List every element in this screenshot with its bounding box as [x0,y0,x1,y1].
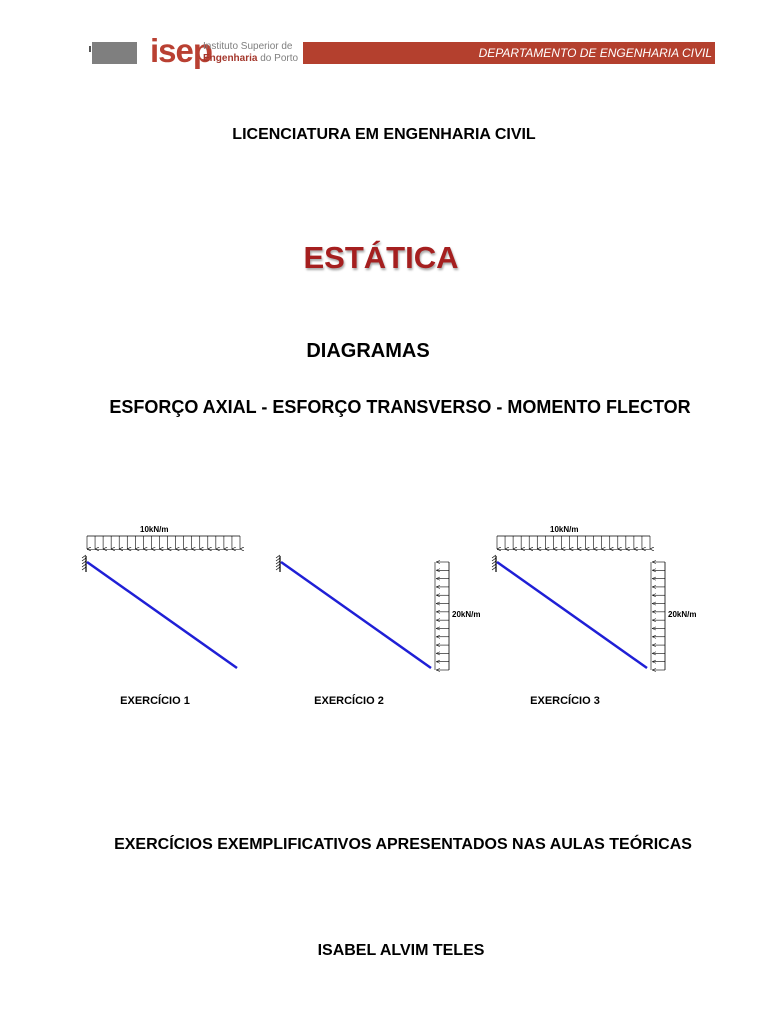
exercise-label: EXERCÍCIO 2 [314,695,384,707]
subtitle: DIAGRAMAS [306,340,430,362]
vertical-load-label: 20kN/m [452,610,481,619]
course-title: LICENCIATURA EM ENGENHARIA CIVIL [232,126,536,143]
topics: ESFORÇO AXIAL - ESFORÇO TRANSVERSO - MOMENTO FLECTOR [109,397,691,417]
institute-line-2-rest: do Porto [257,53,299,64]
institute-line-2-bold: Engenharia [203,53,258,64]
institute-line-2 [203,53,298,65]
beam [497,562,647,668]
beam [281,562,431,668]
isep-logo: isep [150,32,213,69]
institute-name [203,41,298,65]
note: EXERCÍCIOS EXEMPLIFICATIVOS APRESENTADOS NAS AULAS TEÓRICAS [114,836,692,853]
department-bar: DEPARTAMENTO DE ENGENHARIA CIVIL [303,42,715,64]
exercise-label: EXERCÍCIO 1 [120,695,190,707]
beam [87,562,237,668]
horizontal-load-label: 10kN/m [140,525,169,534]
page-title: ESTÁTICA [303,240,459,275]
author: ISABEL ALVIM TELES [317,942,485,959]
gray-logo-block [92,42,137,64]
institute-line-1: Instituto Superior de [203,41,293,52]
vertical-load-label: 20kN/m [668,610,697,619]
exercise-label: EXERCÍCIO 3 [530,695,600,707]
horizontal-load-label: 10kN/m [550,525,579,534]
exercise-figures [0,510,768,720]
header [90,32,716,76]
